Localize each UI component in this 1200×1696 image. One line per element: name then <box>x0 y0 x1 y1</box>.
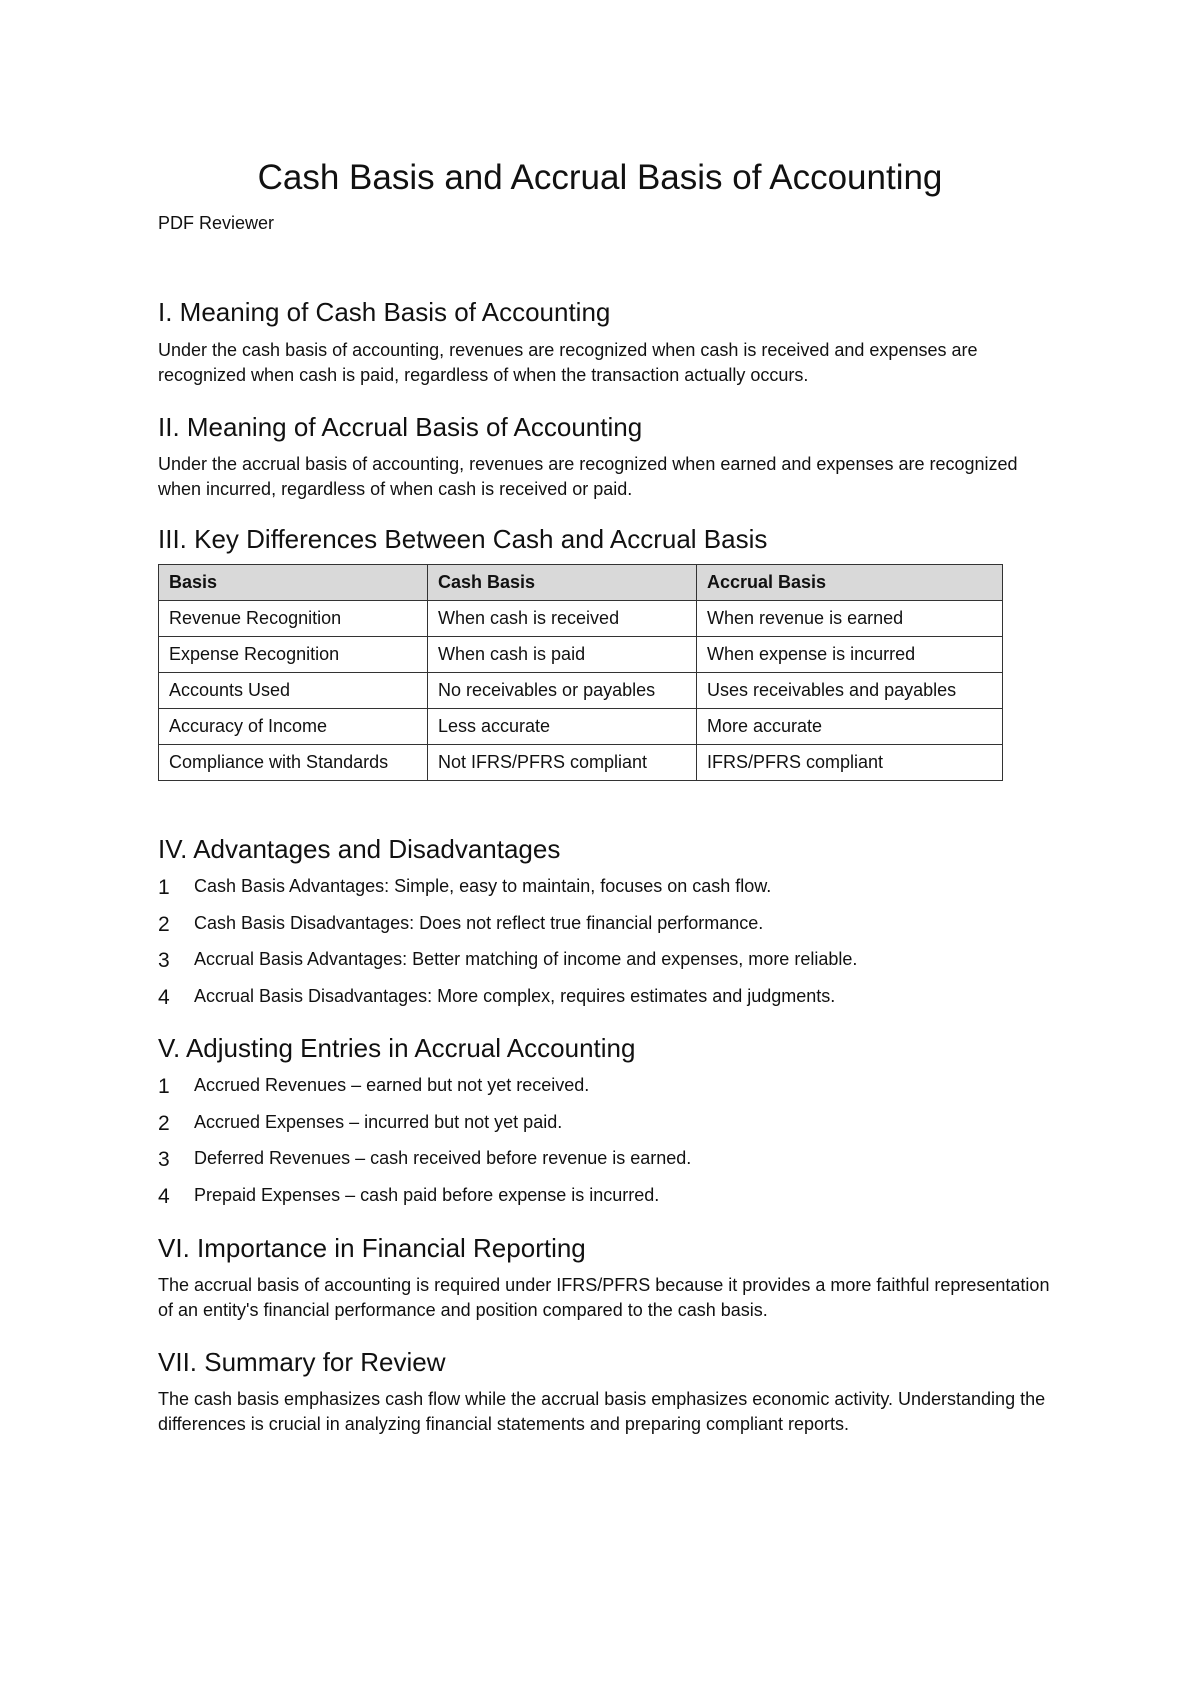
document-subtitle: PDF Reviewer <box>158 213 275 233</box>
table-row <box>159 673 1003 709</box>
table-cell: Expense Recognition <box>159 637 428 673</box>
list-item-text: Accrual Basis Advantages: Better matching of income and expenses, more reliable. <box>194 949 858 969</box>
list-item <box>158 947 857 984</box>
table-cell: More accurate <box>697 709 1003 745</box>
list-item <box>158 1110 691 1147</box>
table-cell: Uses receivables and payables <box>697 673 1003 709</box>
adjusting-entries-list <box>158 1073 691 1219</box>
section-heading-key-differences: III. Key Differences Between Cash and Accrual Basis <box>158 524 768 554</box>
table-header-row <box>159 565 1003 601</box>
table-cell: When cash is paid <box>428 637 697 673</box>
list-item-text: Accrued Revenues – earned but not yet received. <box>194 1075 590 1095</box>
table-cell: When cash is received <box>428 601 697 637</box>
document-title: Cash Basis and Accrual Basis of Accounting <box>257 158 943 197</box>
section-heading-accrual-basis: II. Meaning of Accrual Basis of Accounting <box>158 412 643 442</box>
table-row <box>159 745 1003 781</box>
section-text-importance: The accrual basis of accounting is required under IFRS/PFRS because it provides a more faithful representation of an entity's financial performance and position compared to the cash basis. <box>158 1275 1050 1320</box>
section-text-cash-basis: Under the cash basis of accounting, revenues are recognized when cash is received and expenses are recognized when cash is paid, regardless of when the transaction actually occurs. <box>158 340 978 385</box>
table-cell: Not IFRS/PFRS compliant <box>428 745 697 781</box>
list-item-number: 1 <box>158 876 170 899</box>
table-row <box>159 601 1003 637</box>
table-row <box>159 637 1003 673</box>
list-item-text: Prepaid Expenses – cash paid before expense is incurred. <box>194 1184 660 1205</box>
section-heading-adjusting-entries: V. Adjusting Entries in Accrual Accounting <box>158 1033 636 1063</box>
table-cell: When revenue is earned <box>697 601 1003 637</box>
table-cell: Revenue Recognition <box>159 601 428 637</box>
section-text-accrual-basis: Under the accrual basis of accounting, revenues are recognized when earned and expenses are recognized when incurred, regardless of when cash is received or paid. <box>158 454 1018 499</box>
section-text-summary: The cash basis emphasizes cash flow while the accrual basis emphasizes economic activity. Understanding the differences is crucial in analyzing financial statements and preparing compliant reports. <box>158 1389 1046 1434</box>
table-header-cell: Cash Basis <box>428 565 697 601</box>
list-item <box>158 1146 691 1183</box>
table-cell: When expense is incurred <box>697 637 1003 673</box>
table-cell: Accounts Used <box>159 673 428 709</box>
list-item <box>158 874 857 911</box>
table-cell: No receivables or payables <box>428 673 697 709</box>
list-item-number: 3 <box>158 949 170 972</box>
table-cell: Less accurate <box>428 709 697 745</box>
list-item-text: Deferred Revenues – cash received before revenue is earned. <box>194 1148 692 1168</box>
list-item-text: Cash Basis Advantages: Simple, easy to maintain, focuses on cash flow. <box>194 876 772 896</box>
section-heading-summary: VII. Summary for Review <box>158 1347 446 1377</box>
section-heading-importance: VI. Importance in Financial Reporting <box>158 1233 586 1263</box>
section-heading-advantages: IV. Advantages and Disadvantages <box>158 834 561 864</box>
list-item <box>158 984 857 1021</box>
table-header-cell: Accrual Basis <box>697 565 1003 601</box>
table-cell: Compliance with Standards <box>159 745 428 781</box>
list-item-number: 2 <box>158 912 170 936</box>
list-item-number: 4 <box>158 1184 170 1208</box>
list-item-text: Accrual Basis Disadvantages: More complex, requires estimates and judgments. <box>194 985 836 1006</box>
table-row <box>159 709 1003 745</box>
table-cell: Accuracy of Income <box>159 709 428 745</box>
differences-table <box>158 564 1003 781</box>
list-item-text: Accrued Expenses – incurred but not yet paid. <box>194 1111 563 1132</box>
list-item <box>158 911 857 948</box>
section-heading-cash-basis: I. Meaning of Cash Basis of Accounting <box>158 297 611 327</box>
list-item-number: 1 <box>158 1075 170 1098</box>
table-cell: IFRS/PFRS compliant <box>697 745 1003 781</box>
list-item-number: 3 <box>158 1148 170 1171</box>
table-header-cell: Basis <box>159 565 428 601</box>
list-item <box>158 1183 691 1220</box>
list-item-number: 4 <box>158 985 170 1009</box>
advantages-list <box>158 874 857 1020</box>
list-item-number: 2 <box>158 1111 170 1135</box>
list-item-text: Cash Basis Disadvantages: Does not reflect true financial performance. <box>194 912 764 933</box>
list-item <box>158 1073 691 1110</box>
